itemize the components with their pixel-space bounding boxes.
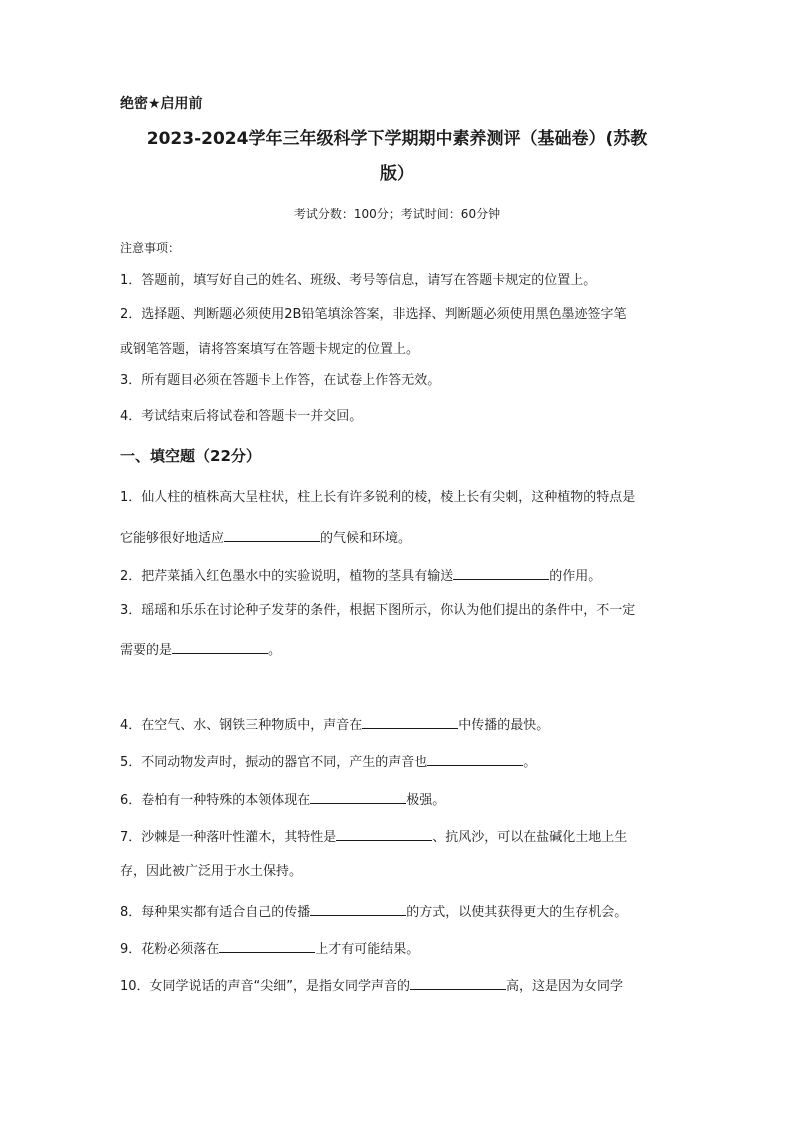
answer-blank[interactable] xyxy=(427,752,523,766)
answer-blank[interactable] xyxy=(172,640,268,654)
answer-blank[interactable] xyxy=(410,976,506,990)
question-6: 6．卷柏有一种特殊的本领体现在 极强。 xyxy=(120,790,445,809)
question-2: 2．把芹菜插入红色墨水中的实验说明，植物的茎具有输送 的作用。 xyxy=(120,566,601,585)
confidential-label: 绝密★启用前 xyxy=(120,96,203,112)
notice-item-3: 3．所有题目必须在答题卡上作答，在试卷上作答无效。 xyxy=(120,373,441,388)
question-3-line2: 需要的是 。 xyxy=(120,640,281,659)
question-7-line1: 7．沙棘是一种落叶性灌木，其特性是 、抗风沙，可以在盐碱化土地上生 xyxy=(120,827,627,846)
exam-title-line2: 版） xyxy=(380,164,414,184)
question-7-line2: 存，因此被广泛用于水土保持。 xyxy=(120,864,303,879)
answer-blank[interactable] xyxy=(219,939,315,953)
answer-blank[interactable] xyxy=(362,715,458,729)
answer-blank[interactable] xyxy=(224,528,320,542)
notice-item-2-cont: 或钢笔答题，请将答案填写在答题卡规定的位置上。 xyxy=(120,342,420,357)
exam-info: 考试分数：100分；考试时间：60分钟 xyxy=(293,207,501,221)
exam-title-line1: 2023-2024学年三年级科学下学期期中素养测评（基础卷）(苏教 xyxy=(146,129,648,149)
answer-blank[interactable] xyxy=(310,902,406,916)
notice-item-2: 2．选择题、判断题必须使用2B铅笔填涂答案，非选择、判断题必须使用黑色墨迹签字笔 xyxy=(120,307,627,322)
question-5: 5．不同动物发声时，振动的器官不同，产生的声音也 。 xyxy=(120,752,536,771)
notice-item-1: 1．答题前，填写好自己的姓名、班级、考号等信息，请写在答题卡规定的位置上。 xyxy=(120,273,597,288)
question-4: 4．在空气、水、钢铁三种物质中，声音在 中传播的最快。 xyxy=(120,715,549,734)
notice-item-4: 4．考试结束后将试卷和答题卡一并交回。 xyxy=(120,409,363,424)
question-1-line2: 它能够很好地适应 的气候和环境。 xyxy=(120,528,411,547)
answer-blank[interactable] xyxy=(310,790,406,804)
answer-blank[interactable] xyxy=(453,566,549,580)
answer-blank[interactable] xyxy=(336,827,432,841)
question-8: 8．每种果实都有适合自己的传播 的方式，以使其获得更大的生存机会。 xyxy=(120,902,627,921)
question-9: 9．花粉必须落在 上才有可能结果。 xyxy=(120,939,419,958)
question-10: 10．女同学说话的声音“尖细”，是指女同学声音的 高，这是因为女同学 xyxy=(120,976,623,995)
section-heading-fill-blank: 一、填空题（22分） xyxy=(120,447,261,465)
notice-heading: 注意事项： xyxy=(120,241,181,255)
question-3-line1: 3．瑶瑶和乐乐在讨论种子发芽的条件，根据下图所示，你认为他们提出的条件中，不一定 xyxy=(120,603,636,618)
question-1-line1: 1．仙人柱的植株高大呈柱状，柱上长有许多锐利的棱，棱上长有尖刺，这种植物的特点是 xyxy=(120,490,636,505)
